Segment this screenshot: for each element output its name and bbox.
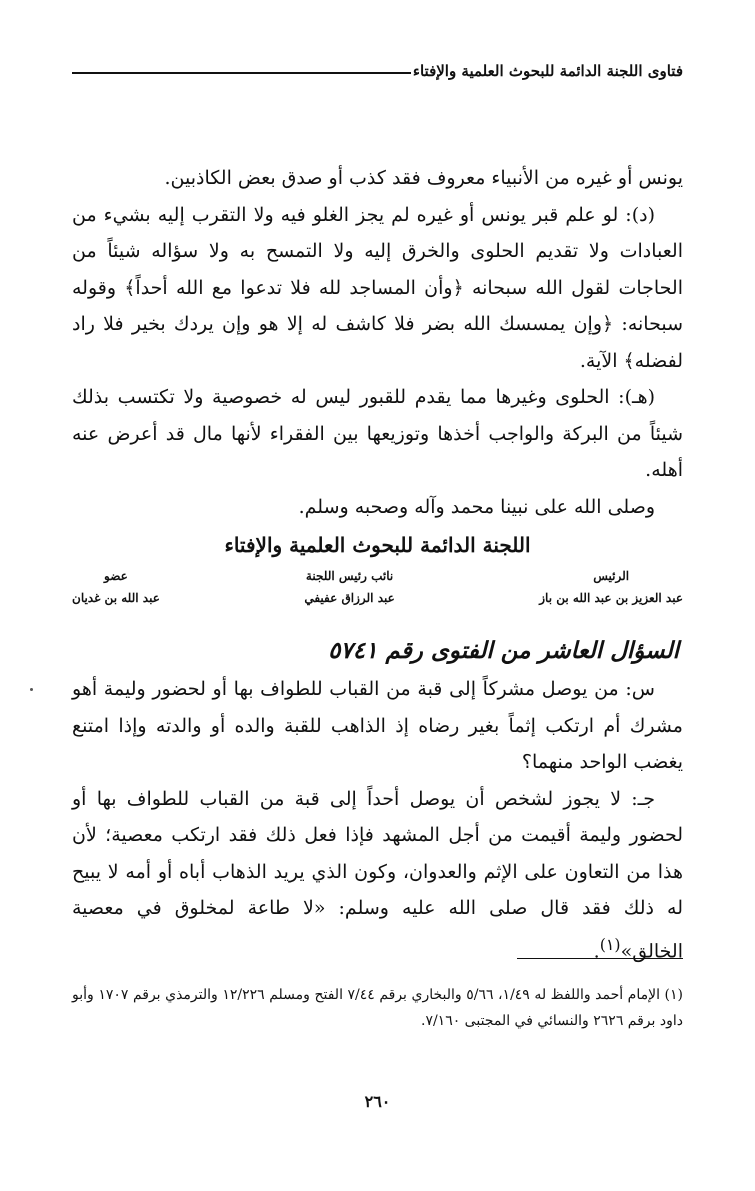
signature-vice-chairman [304, 565, 394, 609]
question-heading: السؤال العاشر من الفتوى رقم ٥٧٤١ [328, 637, 679, 664]
signature-name: عبد الله بن غديان [72, 591, 160, 605]
question-text: س: من يوصل مشركاً إلى قبة من القباب للطواف بها أو لحضور وليمة أهو مشرك أم ارتكب إثماً بغير رضاه إذ الذاهب للقبة والده أو والدته وإذا امتنع يغضب الواحد منهما؟ [72, 678, 683, 773]
footnote-separator [517, 958, 683, 959]
signature-role: نائب رئيس اللجنة [305, 569, 394, 583]
signatures-block [72, 565, 683, 609]
signature-name: عبد العزيز بن عبد الله بن باز [539, 591, 683, 605]
page-number: ٢٦٠ [364, 1092, 391, 1111]
header-title: فتاوى اللجنة الدائمة للبحوث العلمية والإفتاء [412, 62, 683, 80]
margin-mark [30, 688, 33, 691]
answer-body: جـ: لا يجوز لشخص أن يوصل أحداً إلى قبة من القباب للطواف بها أو لحضور وليمة أقيمت من أجل المشهد فإذا فعل ذلك فقد ارتكب معصية؛ لأن هذا من التعاون على الإثم والعدوان، وكون الذي يريد الذهاب أباه أو أمه لا يبيح له ذلك فقد قال صلى الله عليه وسلم: «لا طاعة لمخلوق في معصية الخالق» [72, 787, 683, 962]
main-content [72, 160, 683, 969]
answer-text: جـ: لا يجوز لشخص أن يوصل أحداً إلى قبة من القباب للطواف بها أو لحضور وليمة أقيمت من أجل المشهد فإذا فعل ذلك فقد ارتكب معصية؛ لأن هذا من التعاون على الإثم والعدوان، وكون الذي يريد الذهاب أباه أو أمه لا يبيح له ذلك فقد قال صلى الله عليه وسلم: «لا طاعة لمخلوق في معصية الخالق»$^{(١)}$. [72, 787, 683, 962]
paragraph-point-d: (د): لو علم قبر يونس أو غيره لم يجز الغلو فيه ولا التقرب إليه بشيء من العبادات ولا تقديم الحلوى والخرق إليه ولا التمسح به ولا سؤاله شيئاً من الحاجات لقول الله سبحانه ﴿وأن المساجد لله فلا تدعوا مع الله أحداً﴾ وقوله سبحانه: ﴿وإن يمسسك الله بضر فلا كاشف له إلا هو وإن يردك بخير فلا راد لفضله﴾ الآية. [72, 203, 683, 372]
committee-title: اللجنة الدائمة للبحوث العلمية والإفتاء [224, 533, 531, 557]
paragraph-point-h: (هـ): الحلوى وغيرها مما يقدم للقبور ليس له خصوصية ولا تكتسب بذلك شيئاً من البركة والواجب أخذها وتوزيعها بين الفقراء لأنها مال قد أعرض عنه أهله. [72, 386, 683, 481]
running-header [72, 62, 683, 80]
paragraph-continuation: يونس أو غيره من الأنبياء معروف فقد كذب أو صدق بعض الكاذبين. [164, 167, 683, 189]
signature-role: عضو [104, 569, 128, 583]
header-rule [72, 72, 411, 74]
signature-role: الرئيس [593, 569, 630, 583]
signature-name: عبد الرزاق عفيفي [304, 591, 395, 605]
footnote-1: (١) الإمام أحمد واللفظ له ١/٤٩، ٥/٦٦ والبخاري برقم ٧/٤٤ الفتح ومسلم ١٢/٢٢٦ والترمذي برقم ١٧٠٧ وأبو داود برقم ٢٦٢٦ والنسائي في المجتبى ٧/١٦٠. [72, 987, 683, 1029]
closing-prayer: وصلى الله على نبينا محمد وآله وصحبه وسلم. [298, 495, 655, 518]
footnotes [72, 982, 683, 1034]
signature-chairman [539, 565, 683, 609]
footnote-reference: (١) [599, 934, 621, 954]
signature-member [72, 565, 160, 609]
